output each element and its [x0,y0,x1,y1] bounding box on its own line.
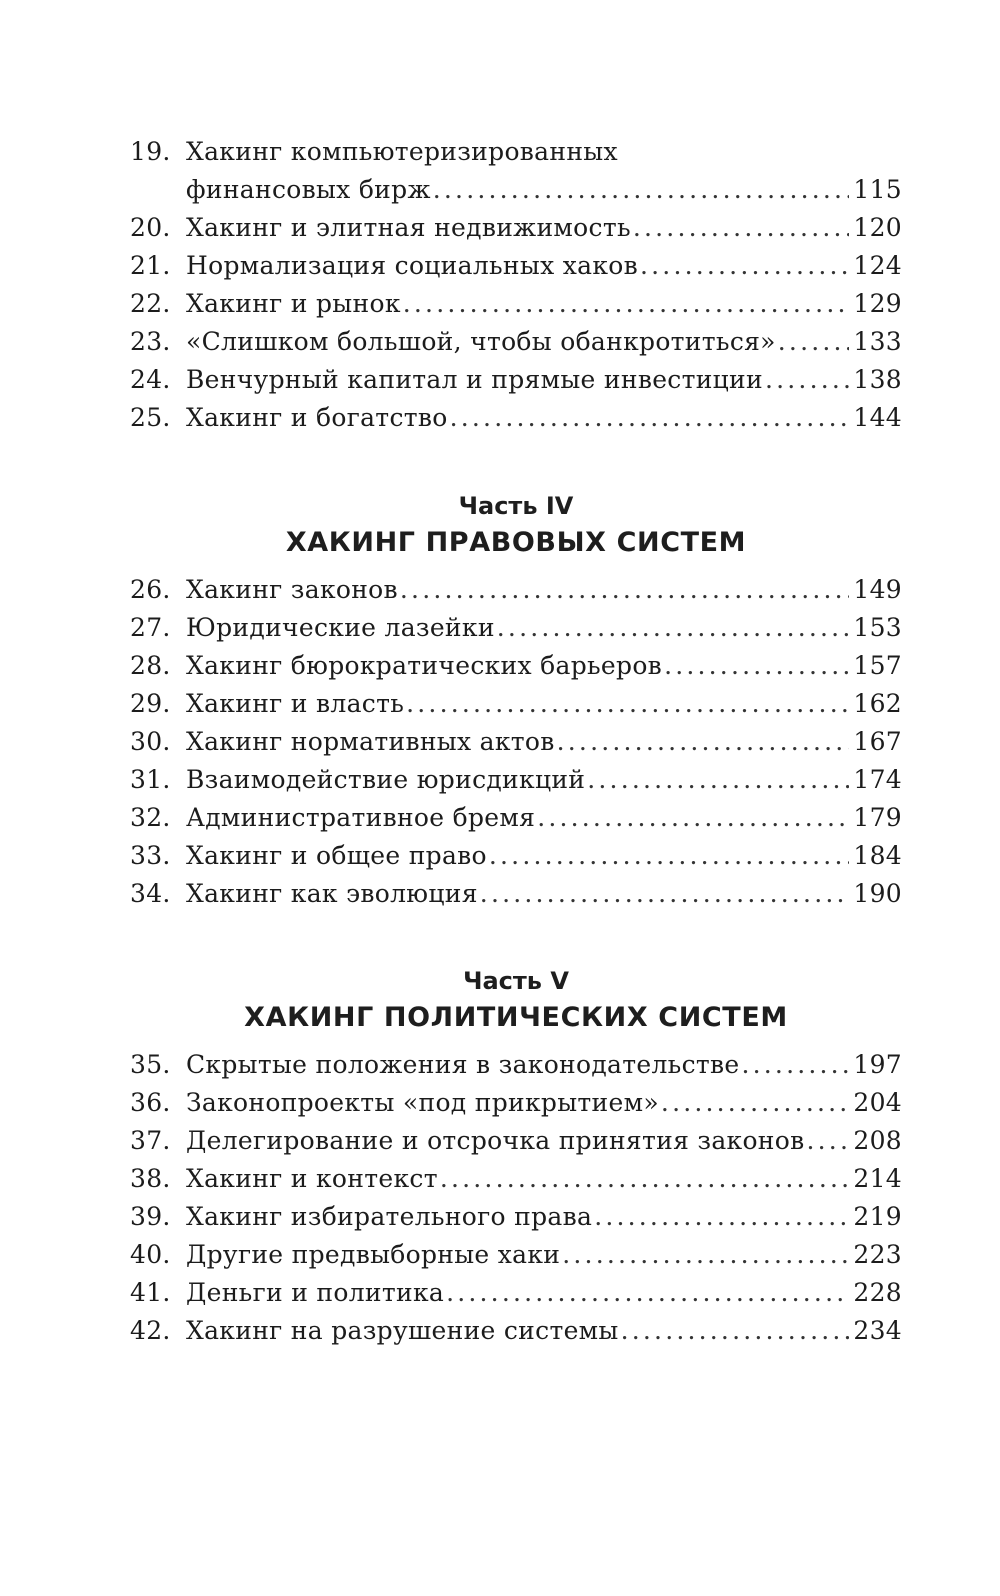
entry-page-number: 228 [853,1278,902,1307]
entry-title: Хакинг на разрушение системы [186,1316,619,1345]
dot-leader [433,171,850,209]
entry-title: Хакинг бюрократических барьеров [186,651,663,680]
dot-leader [446,1274,849,1312]
entry-page-number: 124 [853,251,902,280]
entry-title: Юридические лазейки [186,613,495,642]
entry-title: «Слишком большой, чтобы обанкротиться» [186,327,776,356]
toc-entry-37[interactable] [130,1122,902,1160]
entry-title: Взаимодействие юрисдикций [186,765,586,794]
part-label: Часть V [463,967,569,995]
part-title: ХАКИНГ ПОЛИТИЧЕСКИХ СИСТЕМ [244,1002,788,1033]
entry-number: 38. [130,1164,171,1193]
dot-leader [594,1198,849,1236]
dot-leader [765,361,849,399]
entry-number: 36. [130,1088,171,1117]
toc-entry-40[interactable] [130,1236,902,1274]
part-title: ХАКИНГ ПРАВОВЫХ СИСТЕМ [285,527,747,558]
dot-leader [440,1160,850,1198]
entry-number: 28. [130,651,171,680]
entry-title: Законопроекты «под прикрытием» [186,1088,659,1117]
dot-leader [741,1046,849,1084]
entry-number: 25. [130,403,171,432]
entry-number: 27. [130,613,171,642]
entry-title: Хакинг и контекст [186,1164,438,1193]
part-4-heading [130,489,902,563]
entry-title: Хакинг законов [186,575,398,604]
toc-entry-22[interactable] [130,285,902,323]
entry-number: 41. [130,1278,171,1307]
entry-title: Хакинг и общее право [186,841,487,870]
entry-page-number: 197 [853,1050,902,1079]
entry-number: 32. [130,803,171,832]
entry-title: Хакинг и элитная недвижимость [186,213,631,242]
dot-leader [807,1122,850,1160]
dot-leader [664,647,849,685]
dot-leader [633,209,850,247]
entry-number: 40. [130,1240,171,1269]
toc-entry-28[interactable] [130,647,902,685]
dot-leader [661,1084,849,1122]
toc-entry-24[interactable] [130,361,902,399]
entry-page-number: 214 [853,1164,902,1193]
entry-number: 22. [130,289,171,318]
entry-number: 37. [130,1126,171,1155]
entry-title: Хакинг и власть [186,689,405,718]
entry-title: Хакинг как эволюция [186,879,478,908]
entry-page-number: 167 [853,727,902,756]
entry-page-number: 157 [853,651,902,680]
entry-title: Хакинг и богатство [186,403,448,432]
dot-leader [489,837,849,875]
toc-entry-35[interactable] [130,1046,902,1084]
entry-page-number: 133 [853,327,902,356]
entry-number: 39. [130,1202,171,1231]
entry-title-line1: Хакинг компьютеризированных [186,137,618,166]
entry-title: финансовых бирж [186,175,431,204]
toc-entry-33[interactable] [130,837,902,875]
dot-leader [587,761,849,799]
dot-leader [621,1312,850,1350]
entry-page-number: 149 [853,575,902,604]
entry-title: Деньги и политика [186,1278,445,1307]
entry-title: Скрытые положения в законодательстве [186,1050,740,1079]
entry-number: 23. [130,327,171,356]
toc-entry-32[interactable] [130,799,902,837]
entry-title: Другие предвыборные хаки [186,1240,561,1269]
entry-page-number: 204 [853,1088,902,1117]
dot-leader [403,285,850,323]
entry-number: 29. [130,689,171,718]
entry-page-number: 223 [853,1240,902,1269]
toc-entry-41[interactable] [130,1274,902,1312]
entry-number: 30. [130,727,171,756]
toc-list-part4 [130,571,902,913]
entry-page-number: 234 [853,1316,902,1345]
entry-page-number: 184 [853,841,902,870]
toc-entry-30[interactable] [130,723,902,761]
entry-number: 21. [130,251,171,280]
dot-leader [406,685,849,723]
entry-page-number: 144 [853,403,902,432]
entry-title: Хакинг избирательного права [186,1202,593,1231]
dot-leader [480,875,850,913]
entry-page-number: 174 [853,765,902,794]
entry-title: Хакинг и рынок [186,289,401,318]
entry-number: 20. [130,213,171,242]
toc-entry-27[interactable] [130,609,902,647]
dot-leader [400,571,849,609]
entry-page-number: 162 [853,689,902,718]
toc-entry-29[interactable] [130,685,902,723]
entry-page-number: 208 [853,1126,902,1155]
toc-entry-19[interactable] [130,133,902,209]
entry-title: Делегирование и отсрочка принятия законов [186,1126,805,1155]
entry-number: 26. [130,575,171,604]
toc-entry-26[interactable] [130,571,902,609]
entry-page-number: 138 [853,365,902,394]
toc-entry-25[interactable] [130,399,902,437]
dot-leader [497,609,850,647]
entry-page-number: 219 [853,1202,902,1231]
entry-page-number: 153 [853,613,902,642]
toc-entry-34[interactable] [130,875,902,913]
toc-entry-21[interactable] [130,247,902,285]
entry-number: 24. [130,365,171,394]
entry-title: Венчурный капитал и прямые инвестиции [186,365,763,394]
dot-leader [537,799,849,837]
part-label: Часть IV [458,492,574,520]
entry-page-number: 179 [853,803,902,832]
toc-entry-38[interactable] [130,1160,902,1198]
entry-title: Хакинг нормативных актов [186,727,555,756]
part-5-heading [130,964,902,1038]
toc-entry-31[interactable] [130,761,902,799]
toc-entry-20[interactable] [130,209,902,247]
dot-leader [778,323,850,361]
entry-number: 42. [130,1316,171,1345]
entry-number: 19. [130,137,171,166]
toc-entry-39[interactable] [130,1198,902,1236]
entry-page-number: 190 [853,879,902,908]
entry-number: 35. [130,1050,171,1079]
entry-page-number: 129 [853,289,902,318]
dot-leader [450,399,850,437]
dot-leader [640,247,849,285]
entry-page-number: 115 [853,175,902,204]
entry-title: Административное бремя [186,803,536,832]
dot-leader [557,723,850,761]
toc-list-part3-continued [130,133,902,437]
table-of-contents-page [130,133,902,1350]
entry-number: 33. [130,841,171,870]
toc-entry-36[interactable] [130,1084,902,1122]
toc-entry-23[interactable] [130,323,902,361]
entry-number: 34. [130,879,171,908]
entry-number: 31. [130,765,171,794]
entry-page-number: 120 [853,213,902,242]
toc-list-part5 [130,1046,902,1350]
entry-title: Нормализация социальных хаков [186,251,638,280]
toc-entry-42[interactable] [130,1312,902,1350]
dot-leader [562,1236,849,1274]
